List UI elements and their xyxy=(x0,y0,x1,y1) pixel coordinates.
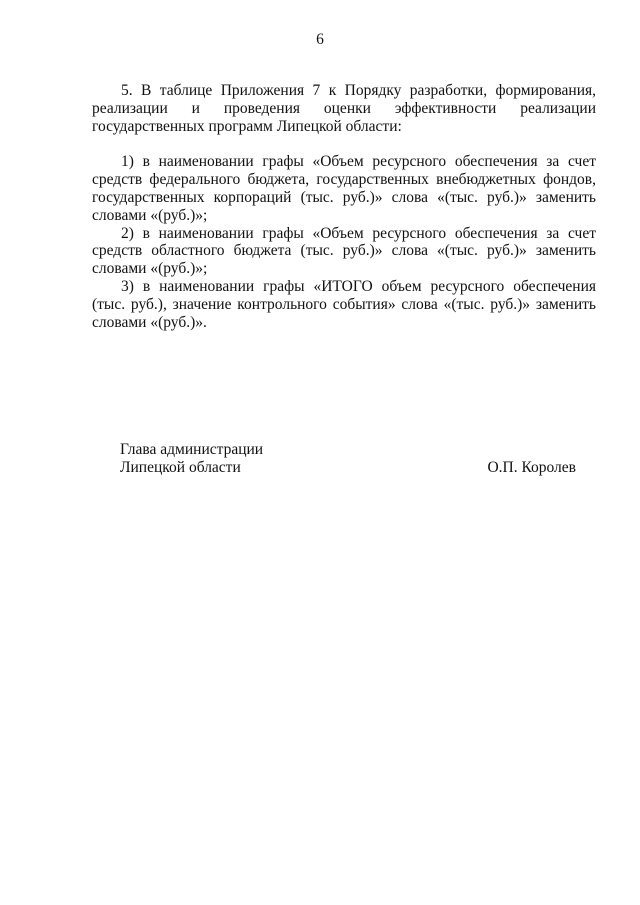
paragraph-item-5: 5. В таблице Приложения 7 к Порядку разработки, формирования, реализации и проведения оценки эффективности реализации государственных программ Липецкой области: xyxy=(92,82,596,135)
signature-row xyxy=(120,459,576,477)
page-number: 6 xyxy=(316,31,324,48)
paragraph-subitem-1: 1) в наименовании графы «Объем ресурсного обеспечения за счет средств федерального бюджета, государственных внебюджетных фондов, государственных корпораций (тыс. руб.)» слова «(тыс. руб.)» заменить словами «(руб.)»; xyxy=(92,153,596,224)
paragraph-spacer xyxy=(92,135,596,153)
signatory-name: О.П. Королев xyxy=(487,459,576,476)
document-body xyxy=(92,82,596,331)
signatory-position-line1: Глава администрации xyxy=(120,441,264,458)
paragraph-subitem-2: 2) в наименовании графы «Объем ресурсного обеспечения за счет средств областного бюджета (тыс. руб.)» слова «(тыс. руб.)» заменить словами «(руб.)»; xyxy=(92,224,596,278)
signature-block xyxy=(120,441,576,477)
paragraph-subitem-3: 3) в наименовании графы «ИТОГО объем ресурсного обеспечения (тыс. руб.), значение контрольного события» слова «(тыс. руб.)» заменить словами «(руб.)». xyxy=(92,277,596,331)
signatory-position-line2: Липецкой области xyxy=(120,459,241,476)
